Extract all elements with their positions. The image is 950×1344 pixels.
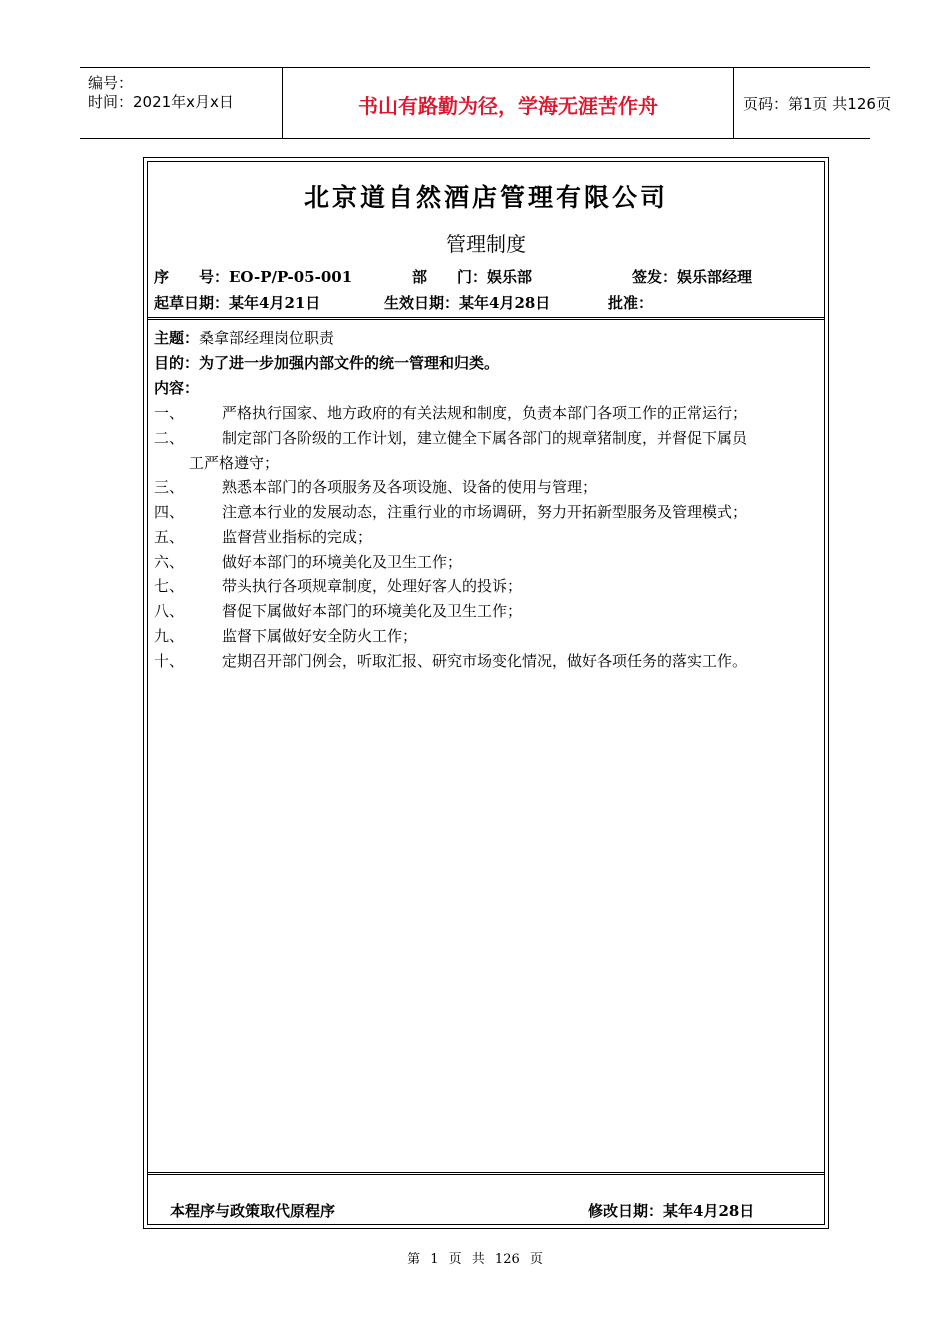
page-label: 页码：第1页 共126页 [743, 95, 891, 113]
company-name: 北京道自然酒店管理有限公司 [303, 183, 668, 212]
approval: 批准： [608, 294, 654, 312]
effective-date: 生效日期：某年4月28日 [384, 294, 551, 312]
list-item: 一、 严格执行国家、地方政府的有关法规和制度，负责本部门各项工作的正常运行； [154, 404, 748, 422]
list-item: 三、 熟悉本部门的各项服务及各项设施、设备的使用与管理； [154, 478, 598, 496]
list-item: 二、 制定部门各阶级的工作计划，建立健全下属各部门的规章猪制度，并督促下属员 [154, 429, 748, 447]
list-item: 六、 做好本部门的环境美化及卫生工作； [154, 553, 463, 571]
list-item-continuation: 工严格遵守； [189, 454, 280, 472]
document-box [143, 157, 829, 1229]
motto: 书山有路勤为径，学海无涯苦作舟 [358, 94, 658, 118]
header-page-cell [733, 68, 891, 138]
page-header [80, 67, 891, 139]
header-divider [148, 317, 824, 320]
list-item: 九、 监督下属做好安全防火工作； [154, 627, 418, 645]
subject-label: 主题： [154, 329, 200, 347]
header-motto-cell [282, 68, 734, 138]
header-info-cell [80, 68, 282, 138]
time-label: 时间：2021年x月x日 [88, 93, 234, 111]
department: 部 门：娱乐部 [412, 268, 533, 286]
draft-date: 起草日期：某年4月21日 [154, 294, 321, 312]
footer-replaces: 本程序与政策取代原程序 [170, 1202, 336, 1220]
code-label: 编号： [88, 74, 134, 92]
list-item: 五、 监督营业指标的完成； [154, 528, 373, 546]
list-item: 四、 注意本行业的发展动态，注重行业的市场调研，努力开拓新型服务及管理模式； [154, 503, 748, 521]
content-label: 内容： [154, 379, 200, 397]
footer-divider [148, 1172, 824, 1175]
doc-type: 管理制度 [446, 232, 526, 256]
list-item: 七、 带头执行各项规章制度，处理好客人的投诉； [154, 577, 523, 595]
list-item: 八、 督促下属做好本部门的环境美化及卫生工作； [154, 602, 523, 620]
subject-text: 桑拿部经理岗位职责 [199, 329, 335, 347]
footer-revision-date: 修改日期：某年4月28日 [588, 1202, 755, 1220]
document-inner [147, 161, 825, 1225]
list-item: 十、 定期召开部门例会，听取汇报、研究市场变化情况，做好各项任务的落实工作。 [154, 652, 748, 670]
issued-by: 签发：娱乐部经理 [632, 268, 753, 286]
purpose-line: 目的：为了进一步加强内部文件的统一管理和归类。 [154, 354, 500, 372]
serial-number: 序 号：EO-P/P-05-001 [154, 268, 353, 286]
page-number-footer: 第 1 页 共 126 页 [407, 1252, 543, 1267]
subject-line [154, 327, 334, 348]
